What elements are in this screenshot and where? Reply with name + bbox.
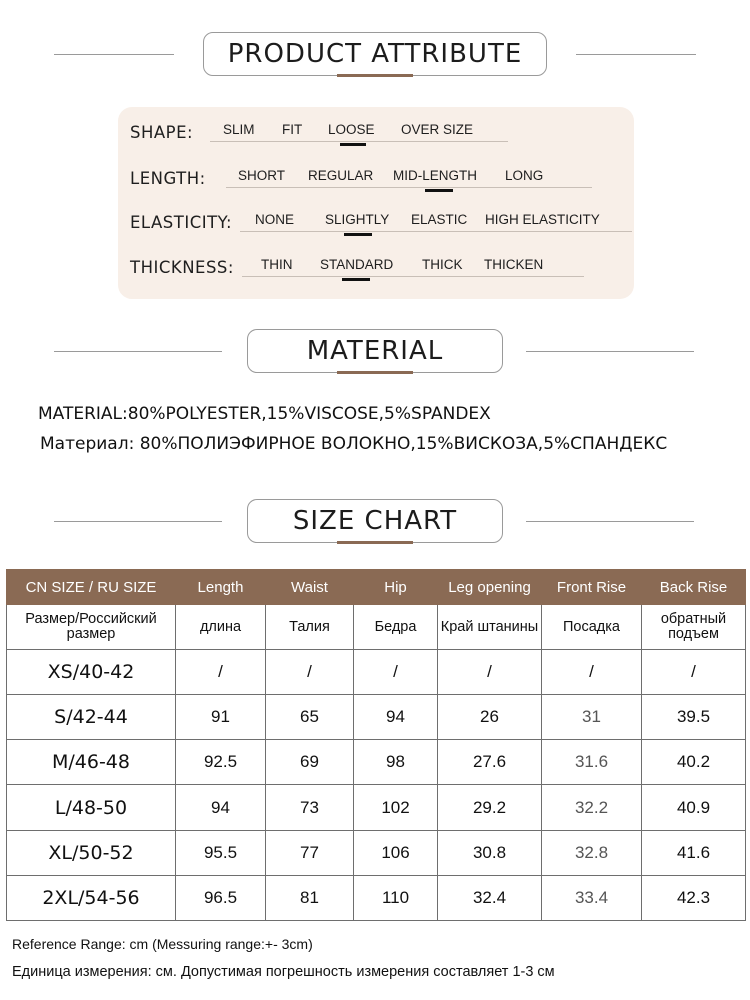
- attribute-option: OVER SIZE: [401, 122, 474, 137]
- material-en: [38, 404, 491, 424]
- material-ru: [40, 434, 667, 454]
- divider: [210, 141, 508, 142]
- column-header: Waist: [266, 570, 354, 605]
- size-cell: 2XL/54-56: [7, 875, 176, 920]
- attribute-option-selected: SLIGHTLY: [325, 212, 390, 227]
- attribute-option: LONG: [505, 168, 544, 183]
- column-header: Front Rise: [542, 570, 642, 605]
- attribute-option: FIT: [282, 122, 303, 137]
- divider: [526, 351, 694, 352]
- section-title: PRODUCT ATTRIBUTE: [203, 32, 547, 76]
- table-cell: 40.9: [642, 785, 746, 830]
- column-header-ru: длина: [176, 605, 266, 650]
- selected-marker: [342, 278, 370, 281]
- table-row: [7, 785, 746, 830]
- column-header-ru: Размер/Российский размер: [7, 605, 176, 650]
- attribute-row-length: [130, 156, 630, 196]
- column-header-ru: обратный подъем: [642, 605, 746, 650]
- attribute-option-selected: LOOSE: [328, 122, 375, 137]
- table-row: [7, 830, 746, 875]
- table-cell: 81: [266, 875, 354, 920]
- section-header-attribute: [0, 24, 750, 84]
- divider: [240, 231, 632, 232]
- table-cell: 29.2: [438, 785, 542, 830]
- size-cell: S/42-44: [7, 695, 176, 740]
- table-cell: 73: [266, 785, 354, 830]
- column-header: CN SIZE / RU SIZE: [7, 570, 176, 605]
- attribute-option: HIGH ELASTICITY: [485, 212, 600, 227]
- attribute-label: SHAPE:: [130, 123, 194, 142]
- attribute-option: NONE: [255, 212, 295, 227]
- table-cell: 42.3: [642, 875, 746, 920]
- attribute-label: THICKNESS:: [130, 258, 234, 277]
- table-cell: 40.2: [642, 740, 746, 785]
- table-cell: 41.6: [642, 830, 746, 875]
- material-ru-label: Материал:: [40, 434, 135, 454]
- table-cell: 31: [542, 695, 642, 740]
- table-cell: /: [176, 650, 266, 695]
- divider: [226, 187, 592, 188]
- table-cell: /: [438, 650, 542, 695]
- attribute-row-elasticity: [130, 200, 630, 240]
- table-header-ru-row: [7, 605, 746, 650]
- attribute-label: ELASTICITY:: [130, 213, 233, 232]
- attribute-option-selected: MID-LENGTH: [393, 168, 477, 183]
- reference-note-en: Reference Range: cm (Messuring range:+- 3cm): [12, 936, 313, 952]
- table-cell: 30.8: [438, 830, 542, 875]
- table-cell: 77: [266, 830, 354, 875]
- attribute-row-thickness: [130, 245, 630, 285]
- table-cell: 96.5: [176, 875, 266, 920]
- table-row: [7, 740, 746, 785]
- table-cell: 95.5: [176, 830, 266, 875]
- table-cell: 92.5: [176, 740, 266, 785]
- column-header-ru: Край штанины: [438, 605, 542, 650]
- table-cell: 94: [176, 785, 266, 830]
- divider: [242, 276, 584, 277]
- column-header: Leg opening: [438, 570, 542, 605]
- divider: [526, 521, 694, 522]
- table-cell: /: [266, 650, 354, 695]
- section-header-size-chart: [0, 491, 750, 551]
- attribute-option: THIN: [261, 257, 293, 272]
- table-cell: /: [542, 650, 642, 695]
- attribute-option-selected: STANDARD: [320, 257, 394, 272]
- column-header-ru: Бедра: [354, 605, 438, 650]
- material-ru-value: 80%ПОЛИЭФИРНОЕ ВОЛОКНО,15%ВИСКОЗА,5%СПАНДЕКС: [139, 434, 668, 454]
- table-cell: /: [642, 650, 746, 695]
- section-header-material: [0, 321, 750, 381]
- attribute-label: LENGTH:: [130, 169, 206, 188]
- divider: [576, 54, 696, 55]
- table-cell: 27.6: [438, 740, 542, 785]
- table-cell: 39.5: [642, 695, 746, 740]
- divider: [54, 54, 174, 55]
- size-cell: L/48-50: [7, 785, 176, 830]
- size-chart-table: [6, 569, 746, 921]
- table-cell: /: [354, 650, 438, 695]
- size-cell: M/46-48: [7, 740, 176, 785]
- material-en-value: 80%POLYESTER,15%VISCOSE,5%SPANDEX: [127, 404, 491, 424]
- attribute-row-shape: [130, 110, 630, 150]
- attribute-option: SLIM: [223, 122, 255, 137]
- column-header-ru: Посадка: [542, 605, 642, 650]
- table-cell: 98: [354, 740, 438, 785]
- table-cell: 106: [354, 830, 438, 875]
- divider: [54, 351, 222, 352]
- selected-marker: [344, 233, 372, 236]
- table-cell: 69: [266, 740, 354, 785]
- table-cell: 33.4: [542, 875, 642, 920]
- table-row: [7, 875, 746, 920]
- size-cell: XL/50-52: [7, 830, 176, 875]
- selected-marker: [425, 189, 453, 192]
- table-cell: 91: [176, 695, 266, 740]
- table-cell: 32.8: [542, 830, 642, 875]
- size-cell: XS/40-42: [7, 650, 176, 695]
- attribute-panel: [118, 107, 634, 299]
- reference-note-ru: Единица измерения: см. Допустимая погрешность измерения составляет 1-3 см: [12, 964, 555, 980]
- title-underline: [337, 541, 413, 544]
- column-header-ru: Талия: [266, 605, 354, 650]
- section-title: SIZE CHART: [247, 499, 503, 543]
- column-header: Hip: [354, 570, 438, 605]
- table-row: [7, 695, 746, 740]
- material-en-label: MATERIAL:: [38, 404, 128, 424]
- section-title: MATERIAL: [247, 329, 503, 373]
- table-cell: 102: [354, 785, 438, 830]
- attribute-option: THICKEN: [484, 257, 544, 272]
- attribute-option: SHORT: [238, 168, 286, 183]
- attribute-option: ELASTIC: [411, 212, 468, 227]
- column-header: Back Rise: [642, 570, 746, 605]
- table-cell: 110: [354, 875, 438, 920]
- attribute-option: THICK: [422, 257, 463, 272]
- table-cell: 32.2: [542, 785, 642, 830]
- title-underline: [337, 371, 413, 374]
- table-cell: 31.6: [542, 740, 642, 785]
- title-underline: [337, 74, 413, 77]
- table-cell: 26: [438, 695, 542, 740]
- table-cell: 65: [266, 695, 354, 740]
- table-cell: 94: [354, 695, 438, 740]
- divider: [54, 521, 222, 522]
- attribute-option: REGULAR: [308, 168, 374, 183]
- table-header-row: [7, 570, 746, 605]
- table-row: [7, 650, 746, 695]
- table-cell: 32.4: [438, 875, 542, 920]
- column-header: Length: [176, 570, 266, 605]
- selected-marker: [340, 143, 366, 146]
